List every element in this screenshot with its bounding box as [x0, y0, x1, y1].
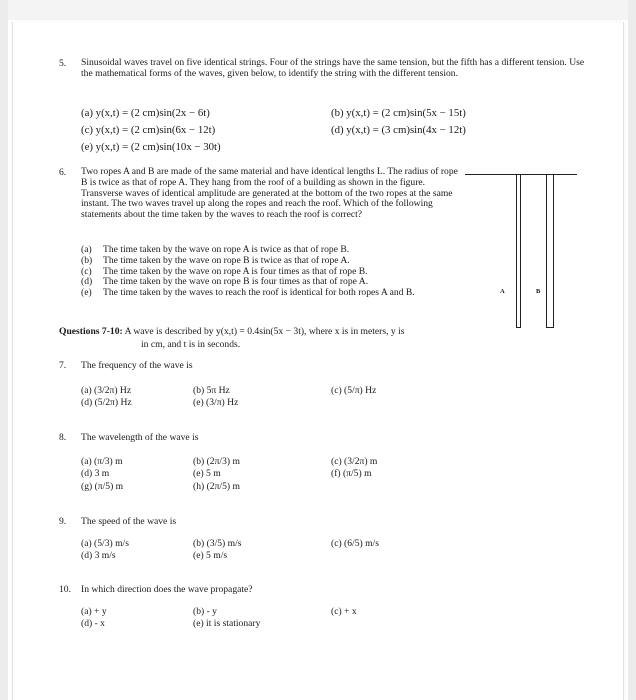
question-text: Sinusoidal waves travel on five identical strings. Four of the strings have the same tension, but the fifth has a different tension. Use the mathematical forms of the waves, given below, to identify the string with the different tension. [81, 57, 585, 79]
option-e: (e) y(x,t) = (2 cm)sin(10x − 30t) [81, 141, 221, 153]
intro-heading: Questions 7-10: [59, 326, 123, 337]
option-text: The time taken by the wave on rope B is four times as that of rope A. [103, 276, 369, 288]
option-g: (g) (π/5) m [81, 481, 124, 492]
rope-a [516, 174, 521, 328]
option-b: (b) y(x,t) = (2 cm)sin(5x − 15t) [331, 107, 466, 119]
viewer-left-margin [0, 0, 8, 700]
option-c: (c) (6/5) m/s [331, 538, 379, 549]
question-number: 8. [59, 432, 67, 443]
question-text: The speed of the wave is [81, 516, 177, 527]
option-text: The time taken by the wave on rope B is twice as that of rope A. [103, 254, 350, 266]
option-text: The time taken by the wave on rope A is four times as that of rope B. [103, 265, 368, 277]
option-a: (a) + y [81, 606, 107, 617]
intro-line [59, 326, 405, 337]
option-label: (e) [81, 287, 92, 299]
roof-line [465, 174, 577, 175]
question-text: The frequency of the wave is [81, 360, 193, 371]
option-d [81, 276, 481, 287]
intro-text: A wave is described by y(x,t) = 0.4sin(5x − 3t), where x is in meters, y is [124, 326, 405, 337]
question-number: 5. [59, 58, 67, 69]
option-c: (c) y(x,t) = (2 cm)sin(6x − 12t) [81, 124, 216, 136]
rope-b [546, 174, 554, 328]
option-list [81, 244, 481, 298]
option-c: (c) + x [331, 606, 357, 617]
option-b: (b) (2π/3) m [193, 456, 240, 467]
option-b: (b) 5π Hz [193, 385, 230, 396]
option-label: (a) [81, 244, 92, 255]
option-e: (e) it is stationary [193, 618, 261, 629]
option-a: (a) (5/3) m/s [81, 538, 129, 549]
question-text: In which direction does the wave propagate? [81, 584, 253, 595]
intro-text-continued: in cm, and t is in seconds. [141, 339, 241, 350]
option-d: (d) (5/2π) Hz [81, 397, 132, 408]
option-a [81, 244, 481, 255]
option-c [81, 266, 481, 277]
rope-a-label: A [500, 288, 505, 295]
option-e: (e) (3/π) Hz [193, 397, 239, 408]
question-number: 10. [59, 584, 71, 595]
option-a: (a) (π/3) m [81, 456, 123, 467]
option-label: (d) [81, 276, 93, 288]
option-label: (c) [81, 265, 92, 277]
option-d: (d) 3 m/s [81, 550, 116, 561]
viewer-right-margin [628, 0, 636, 700]
option-label: (b) [81, 254, 93, 266]
option-c: (c) (5/π) Hz [331, 385, 377, 396]
question-text: Two ropes A and B are made of the same material and have identical lengths L. The radius of rope B is twice as that of rope A. They hang from the roof of a building as shown in the figure. Transverse waves of identical amplitude are generated at the bottom of the two ropes at the same instant. The two waves travel up along the ropes and reach the roof. Which of the following statements about the time taken by the waves to reach the roof is correct? [81, 166, 458, 221]
option-b: (b) (3/5) m/s [193, 538, 242, 549]
option-b: (b) - y [193, 606, 217, 617]
option-e: (e) 5 m/s [193, 550, 228, 561]
option-a: (a) (3/2π) Hz [81, 385, 132, 396]
option-a: (a) y(x,t) = (2 cm)sin(2x − 6t) [81, 107, 210, 119]
option-h: (h) (2π/5) m [193, 481, 240, 492]
option-b [81, 255, 481, 266]
question-number: 9. [59, 516, 67, 527]
question-number: 7. [59, 360, 67, 371]
viewer-top-margin [0, 0, 636, 20]
option-e: (e) 5 m [193, 468, 221, 479]
document-page [12, 22, 624, 700]
rope-b-label: B [536, 288, 541, 295]
option-d: (d) 3 m [81, 468, 110, 479]
question-number: 6. [59, 167, 67, 178]
option-d: (d) y(x,t) = (3 cm)sin(4x − 12t) [331, 124, 466, 136]
option-text: The time taken by the waves to reach the roof is identical for both ropes A and B. [103, 287, 415, 299]
question-text: The wavelength of the wave is [81, 432, 199, 443]
option-e [81, 287, 481, 298]
option-text: The time taken by the wave on rope A is twice as that of rope B. [103, 244, 350, 255]
option-f: (f) (π/5) m [331, 468, 372, 479]
option-d: (d) - x [81, 618, 105, 629]
option-c: (c) (3/2π) m [331, 456, 378, 467]
